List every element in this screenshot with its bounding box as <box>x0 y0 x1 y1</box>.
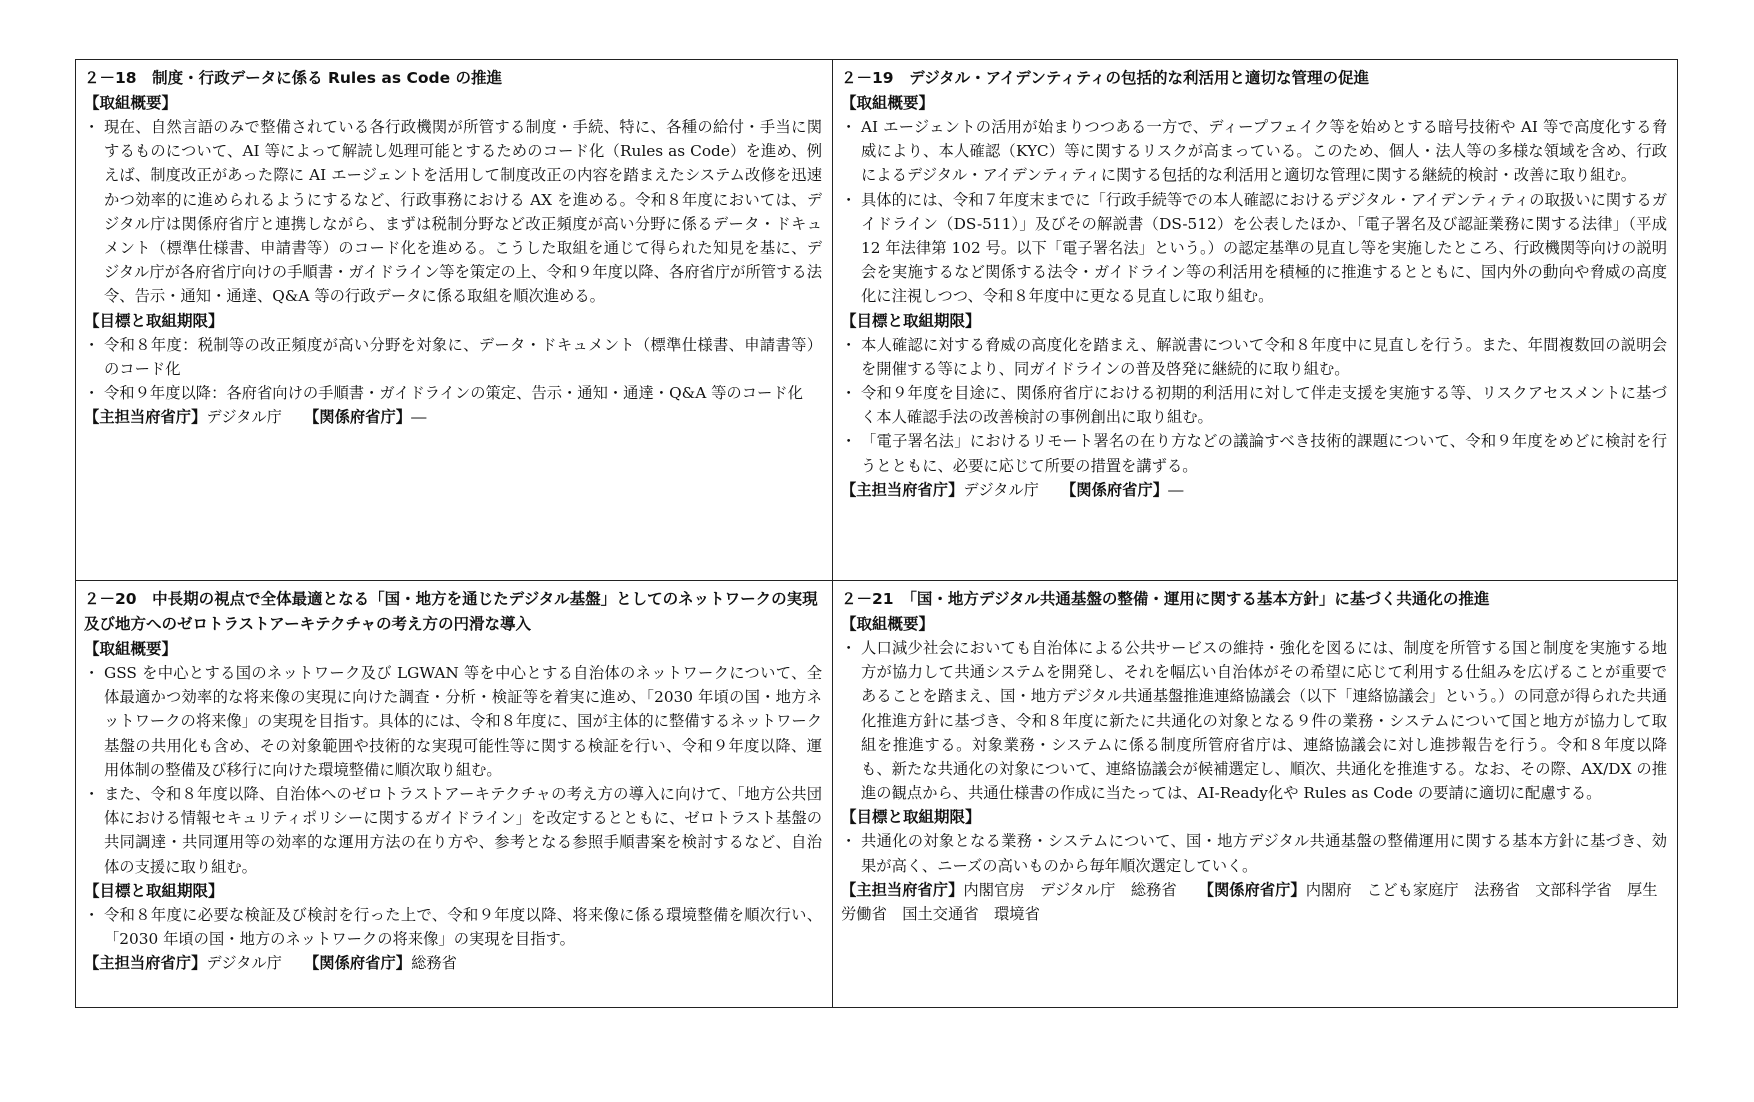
bullet-icon: ・ <box>841 384 857 403</box>
goals-heading: 【目標と取組期限】 <box>84 311 224 330</box>
related-ministry-value: ― <box>411 408 427 427</box>
main-ministry-label: 【主担当府省庁】 <box>841 480 964 499</box>
related-ministry-label: 【関係府省庁】 <box>303 408 412 427</box>
goals-heading: 【目標と取組期限】 <box>841 808 981 827</box>
related-ministry-label: 【関係府省庁】 <box>1198 880 1306 899</box>
bullet-icon: ・ <box>84 384 100 403</box>
bullet-icon: ・ <box>841 118 857 136</box>
goal-item: ・ 「電子署名法」におけるリモート署名の在り方などの議論すべき技術的課題について、令和９年度をめどに検討を行うとともに、必要に応じて所要の措置を講ずる。 <box>841 429 1667 477</box>
overview-item: ・ 人口減少社会においても自治体による公共サービスの維持・強化を図るには、制度を所管する国と制度を実施する地方が協力して共通システムを開発し、それを幅広い自治体がその希望に応じて利用する仕組みを広げることが重要であることを踏まえ、国・地方デジタル共通基盤推進連絡協議会（以下「連絡協議会」という。）の同意が得られた共通化推進方針に基づき、令和８年度に新たに共通化の対象となる９件の業務・システムについて国と地方が協力して取組を推進する。対象業務・システムに係る制度所管府省庁は、連絡協議会に対し進捗報告を行う。令和８年度以降も、新たな共通化の対象について、連絡協議会が候補選定し、順次、共通化を推進する。なお、その際、AX/DX の推進の観点から、共通仕様書の作成に当たっては、AI-Ready化や Rules as Code の要請に適切に配慮する。 <box>841 636 1667 805</box>
section-2-19 <box>833 60 1677 581</box>
policy-table <box>75 59 1678 1008</box>
section-title: ２－21 「国・地方デジタル共通基盤の整備・運用に関する基本方針」に基づく共通化の推進 <box>841 590 1490 608</box>
overview-heading: 【取組概要】 <box>84 94 178 112</box>
bullet-icon: ・ <box>84 785 100 804</box>
main-ministry-value: デジタル庁 <box>963 480 1039 499</box>
overview-heading: 【取組概要】 <box>841 94 935 112</box>
bullet-icon: ・ <box>84 118 100 136</box>
overview-item: ・ AI エージェントの活用が始まりつつある一方で、ディープフェイク等を始めとする暗号技術や AI 等で高度化する脅威により、本人確認（KYC）等に関するリスクが高まっている。このため、個人・法人等の多様な領域を含め、行政によるデジタル・アイデンティティに関する包括的な利活用と適切な管理に関する継続的検討・改善に取り組む。 <box>841 115 1667 188</box>
bullet-icon: ・ <box>84 905 100 924</box>
bullet-icon: ・ <box>841 432 857 451</box>
main-ministry-value: 内閣官房 デジタル庁 総務省 <box>963 880 1177 899</box>
responsible-ministries <box>84 405 822 429</box>
main-ministry-value: デジタル庁 <box>206 408 282 427</box>
goal-item: ・ 令和９年度以降：各府省向けの手順書・ガイドラインの策定、告示・通知・通達・Q&A 等のコード化 <box>84 381 822 405</box>
goals-heading: 【目標と取組期限】 <box>84 881 224 900</box>
bullet-icon: ・ <box>841 639 857 657</box>
main-ministry-label: 【主担当府省庁】 <box>841 880 964 899</box>
goals-heading: 【目標と取組期限】 <box>841 311 981 330</box>
main-ministry-label: 【主担当府省庁】 <box>84 408 207 427</box>
goal-item: ・ 令和８年度：税制等の改正頻度が高い分野を対象に、データ・ドキュメント（標準仕様書、申請書等）のコード化 <box>84 333 822 381</box>
goal-item: ・ 本人確認に対する脅威の高度化を踏まえ、解説書について令和８年度中に見直しを行う。また、年間複数回の説明会を開催する等により、同ガイドラインの普及啓発に継続的に取り組む。 <box>841 333 1667 381</box>
related-ministry-value: 総務省 <box>411 954 457 973</box>
related-ministry-label: 【関係府省庁】 <box>303 954 412 973</box>
responsible-ministries <box>84 951 822 975</box>
bullet-icon: ・ <box>84 664 100 682</box>
bullet-icon: ・ <box>841 335 857 354</box>
bullet-icon: ・ <box>84 335 100 354</box>
related-ministry-label: 【関係府省庁】 <box>1060 480 1169 499</box>
section-2-18 <box>76 60 833 581</box>
overview-item: ・ また、令和８年度以降、自治体へのゼロトラストアーキテクチャの考え方の導入に向けて、「地方公共団体における情報セキュリティポリシーに関するガイドライン」を改定するとともに、ゼロトラスト基盤の共同調達・共同運用等の効率的な運用方法の在り方や、参考となる参照手順書案を検討するなど、自治体の支援に取り組む。 <box>84 782 822 879</box>
section-title: ２－20 中長期の視点で全体最適となる「国・地方を通じたデジタル基盤」としてのネットワークの実現及び地方へのゼロトラストアーキテクチャの考え方の円滑な導入 <box>84 590 818 633</box>
section-2-20 <box>76 581 833 1007</box>
goal-item: ・ 令和８年度に必要な検証及び検討を行った上で、令和９年度以降、将来像に係る環境整備を順次行い、「2030 年頃の国・地方のネットワークの将来像」の実現を目指す。 <box>84 903 822 951</box>
main-ministry-value: デジタル庁 <box>206 954 282 973</box>
overview-item: ・ GSS を中心とする国のネットワーク及び LGWAN 等を中心とする自治体のネットワークについて、全体最適かつ効率的な将来像の実現に向けた調査・分析・検証等を着実に進め、「2030 年頃の国・地方ネットワークの将来像」の実現を目指す。具体的には、令和８年度に、国が主体的に整備するネットワーク基盤の共用化も含め、その対象範囲や技術的な実現可能性等に関する検証を行い、令和９年度以降、運用体制の整備及び移行に向けた環境整備に順次取り組む。 <box>84 661 822 782</box>
responsible-ministries <box>841 478 1667 502</box>
section-title: ２－19 デジタル・アイデンティティの包括的な利活用と適切な管理の促進 <box>841 69 1369 87</box>
bullet-icon: ・ <box>841 832 857 851</box>
section-2-21 <box>833 581 1677 1007</box>
section-title: ２－18 制度・行政データに係る Rules as Code の推進 <box>84 69 502 87</box>
main-ministry-label: 【主担当府省庁】 <box>84 954 207 973</box>
goal-item: ・ 令和９年度を目途に、関係府省庁における初期的利活用に対して伴走支援を実施する等、リスクアセスメントに基づく本人確認手法の改善検討の事例創出に取り組む。 <box>841 381 1667 429</box>
overview-item: ・ 現在、自然言語のみで整備されている各行政機関が所管する制度・手続、特に、各種の給付・手当に関するものについて、AI 等によって解読し処理可能とするためのコード化（Rules as Code）を進め、例えば、制度改正があった際に AI エージェントを活用して制度改正の内容を踏まえたシステム改修を迅速かつ効率的に進められるようにするなど、行政事務における AX を進める。令和８年度においては、デジタル庁は関係府省庁と連携しながら、まずは税制分野など改正頻度が高い分野に係るデータ・ドキュメント（標準仕様書、申請書等）のコード化を進める。こうした取組を通じて得られた知見を基に、デジタル庁が各府省庁向けの手順書・ガイドライン等を策定の上、令和９年度以降、各府省庁が所管する法令、告示・通知・通達、Q&A 等の行政データに係る取組を順次進める。 <box>84 115 822 309</box>
related-ministry-value: 内閣府 こども家庭庁 法務省 文部科学省 厚生労働省 国土交通省 環境省 <box>841 880 1658 924</box>
bullet-icon: ・ <box>841 190 857 209</box>
goal-item: ・ 共通化の対象となる業務・システムについて、国・地方デジタル共通基盤の整備運用に関する基本方針に基づき、効果が高く、ニーズの高いものから毎年順次選定していく。 <box>841 829 1667 877</box>
responsible-ministries <box>841 878 1667 926</box>
overview-item: ・ 具体的には、令和７年度末までに「行政手続等での本人確認におけるデジタル・アイデンティティの取扱いに関するガイドライン（DS-511）」及びその解説書（DS-512）を公表したほか、「電子署名及び認証業務に関する法律」（平成 12 年法律第 102 号。以下「電子署名法」という。）の認定基準の見直し等を実施したところ、行政機関等向けの説明会を実施するなど関係する法令・ガイドライン等の利活用を積極的に推進するとともに、国内外の動向や脅威の高度化に注視しつつ、令和８年度中に更なる見直しに取り組む。 <box>841 188 1667 309</box>
overview-heading: 【取組概要】 <box>84 640 178 658</box>
overview-heading: 【取組概要】 <box>841 615 935 633</box>
related-ministry-value: ― <box>1168 480 1184 499</box>
